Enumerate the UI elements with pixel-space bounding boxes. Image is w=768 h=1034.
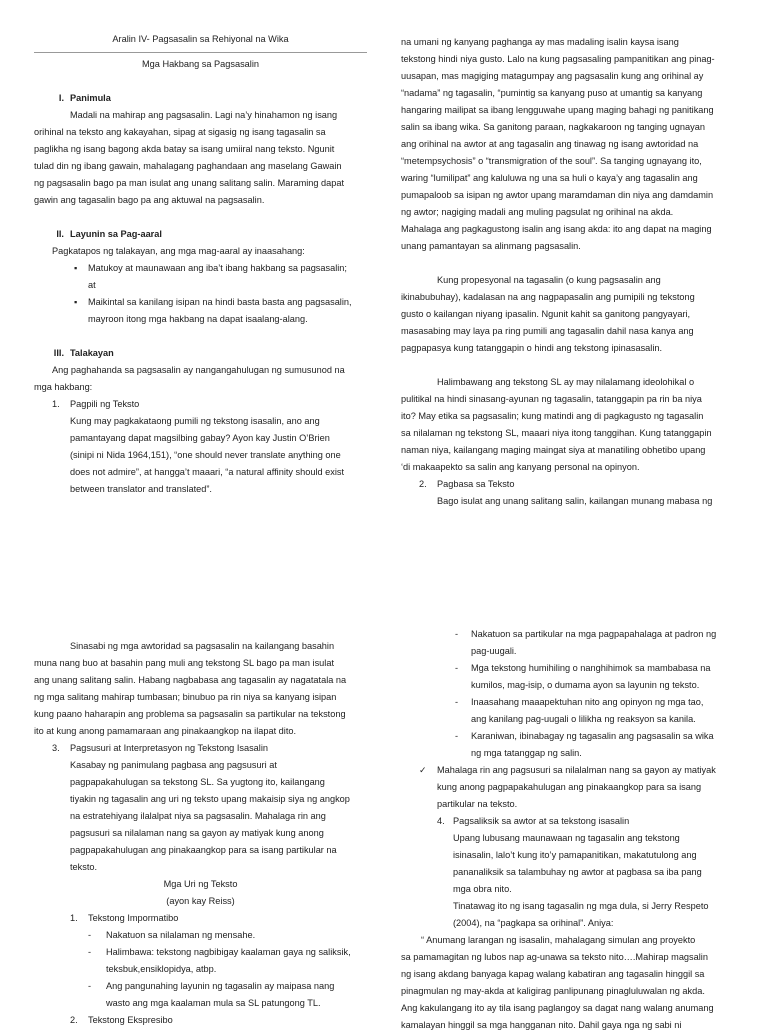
quote-line: kamalayan hinggil sa mga hangganan nito. Dahil gaya nga ng sabi ni <box>401 1020 682 1030</box>
paragraph-line: ‘di makaapekto sa salin ang kanyang personal na opinyon. <box>401 462 640 472</box>
bullet-icon: ▪ <box>74 263 78 273</box>
paragraph-line: Mahalaga ang pagkagustong isalin ang isang akda: ito ang dapat na maging <box>401 224 712 234</box>
paragraph-line: masasabing may laya pa ring pumili ang tagasalin dahil nasa kanya ang <box>401 326 694 336</box>
paragraph-line: “metempsychosis” o “transmigration of the soul”. Sa tanging ugnayang ito, <box>401 156 702 166</box>
numbered-item-heading: 4. Pagsaliksik sa awtor at sa tekstong isasalin <box>437 816 630 826</box>
dash-item: - Mga tekstong humihiling o nanghihimok sa mambabasa na <box>455 663 711 673</box>
dash-item: - Inaasahang maaapektuhan nito ang opinyon ng mga tao, <box>455 697 704 707</box>
item-line: teksto. <box>70 862 98 872</box>
numbered-item-heading: 1. Pagpili ng Teksto <box>52 399 140 409</box>
paragraph-line: ito? May etika sa pagsasalin; kung matindi ang di pagkagusto ng tagasalin <box>401 411 704 421</box>
paragraph-line: mga hakbang: <box>34 382 93 392</box>
section-heading-panimula: I. Panimula <box>58 93 111 103</box>
paragraph-line: unang pamantayan sa alinmang pagsasalin. <box>401 241 581 251</box>
document-page-2 <box>0 516 768 1030</box>
dash-item: - Karaniwan, ibinabagay ng tagasalin ang pagsasalin sa wika <box>455 731 714 741</box>
paragraph-line: pagpapasya kung tatanggapin o hindi ang tekstong ipinasasalin. <box>401 343 663 353</box>
paragraph-line: Pagkatapos ng talakayan, ang mga mag-aaral ay inaasahang: <box>52 246 305 256</box>
item-line: Kung may pagkakataong pumili ng tekstong isasalin, ano ang <box>70 416 320 426</box>
item-line: Tinatawag ito ng isang tagasalin ng mga dula, si Jerry Respeto <box>453 901 709 911</box>
numbered-item-heading: 1. Tekstong Impormatibo <box>70 913 179 923</box>
quote-line: ng isang akdang banyaga kapag walang kabatiran ang tagasalin hinggil sa <box>401 969 705 979</box>
paragraph-line: naman niya, kailangang maging maingat siya at manatiling obhetibo upang <box>401 445 706 455</box>
item-line: tiyakin ng tagasalin ang uri ng teksto upang makaisip siya ng angkop <box>70 794 350 804</box>
paragraph-line: tulad din ng ibang gawain, mahalagang paghandaan ang maselang Gawain <box>34 161 342 171</box>
dash-item: - Ang pangunahing layunin ng tagasalin ay maipasa nang <box>88 981 335 991</box>
item-line: partikular na teksto. <box>437 799 518 809</box>
paragraph-line: orihinal na teksto ang kakayahan, sipag at sigasig ng isang tagasalin sa <box>34 127 326 137</box>
dash-item-line: ang kanilang pag-uugali o lilikha ng reaksyon sa kanila. <box>471 714 696 724</box>
paragraph-line: pulitikal na hindi sinasang-ayunan ng tagasalin, tatanggapin pa rin ba niya <box>401 394 702 404</box>
bullet-icon: ▪ <box>74 297 78 307</box>
lesson-subtitle: Mga Hakbang sa Pagsasalin <box>142 59 259 69</box>
paragraph-line: ng awtor; nagiging madali ang muling pagsulat ng orihinal na akda. <box>401 207 674 217</box>
paragraph-line: ito at kung anong pamamaraan ang pinakaangkop na ilapat dito. <box>34 726 297 736</box>
quote-line: “ Anumang larangan ng isasalin, mahalagang simulan ang proyekto <box>421 935 696 945</box>
paragraph-line: “nadama” ng tagasalin, “pumintig sa kanyang puso at umantig sa kanyang <box>401 88 703 98</box>
types-subtitle: (ayon kay Reiss) <box>166 896 235 906</box>
item-line: kung anong pagpapakahulugan ang pinakaangkop para sa isang <box>437 782 702 792</box>
numbered-item-heading: 2. Tekstong Ekspresibo <box>70 1015 173 1025</box>
paragraph-line: Ang paghahanda sa pagsasalin ay nangangahulugan ng sumusunod na <box>52 365 345 375</box>
bullet-item: ▪ Maikintal sa kanilang isipan na hindi basta basta ang pagsasalin, <box>34 294 367 311</box>
paragraph-line: pumapaloob sa isipan ng awtor upang maramdaman din niya ang damdamin <box>401 190 714 200</box>
item-line: between translator and translated”. <box>70 484 212 494</box>
item-line: na estratehiyang ilalalpat niya sa pagsasalin. Mahalaga rin ang <box>70 811 326 821</box>
paragraph-line: ikinabubuhay), kadalasan na ang nagpapasalin ang pumipili ng tekstong <box>401 292 695 302</box>
checkmark-icon: ✓ <box>419 765 427 775</box>
paragraph-line: sa nilalaman ng tekstong SL, maaari niya itong tanggihan. Kung tatanggapin <box>401 428 712 438</box>
paragraph-line: waring “lumilipat” ang kaluluwa ng una sa huli o kaya’y ang tagasalin ang <box>401 173 698 183</box>
bullet-line: mayroon itong mga hakbang na dapat isaalang-alang. <box>88 314 308 324</box>
bullet-item: ▪ Matukoy at maunawaan ang iba’t ibang hakbang sa pagsasalin; <box>34 260 367 277</box>
paragraph-line: ang orihinal na awtor at ang tagasalin ang tinawag ng isang awtoridad na <box>401 139 699 149</box>
paragraph-line: hangaring mailipat sa ibang lengguwahe upang maging bahagi ng panitikang <box>401 105 714 115</box>
paragraph-line: ng mga salitang mahirap tumbasan; binubuo pa rin niya sa kanyang isipan <box>34 692 337 702</box>
paragraph-line: Halimbawang ang tekstong SL ay may nilalamang ideolohikal o <box>437 377 695 387</box>
paragraph-line: uusapan, mas magiging matagumpay ang pagsasalin kung ang orihinal ay <box>401 71 704 81</box>
types-title: Mga Uri ng Teksto <box>163 879 238 889</box>
numbered-item-heading: 2. Pagbasa sa Teksto <box>419 479 515 489</box>
paragraph-line: gusto o kailangan niyang ipasalin. Ngunit kahit sa ganitong pangyayari, <box>401 309 691 319</box>
section-heading-layunin: II. Layunin sa Pag-aaral <box>56 229 162 239</box>
paragraph-line: salin sa ibang wika. Sa ganitong paraan, nagkakaroon ng tanging ugnayan <box>401 122 705 132</box>
item-line: Kasabay ng panimulang pagbasa ang pagsusuri at <box>70 760 277 770</box>
item-line: pamantayang dapat magsilbing gabay? Ayon kay Justin O’Brien <box>70 433 330 443</box>
dash-item-line: wasto ang mga kaalaman mula sa SL patungong TL. <box>106 998 321 1008</box>
right-column <box>401 34 734 561</box>
right-column <box>401 626 734 1034</box>
paragraph-line: Madali na mahirap ang pagsasalin. Lagi na’y hinahamon ng isang <box>70 110 338 120</box>
paragraph-line: gawin ang tagasalin bago pa ang aktuwal na pagsasalin. <box>34 195 265 205</box>
title-divider <box>34 52 367 53</box>
dash-item: - Halimbawa: tekstong nagbibigay kaalaman gaya ng saliksik, <box>88 947 351 957</box>
paragraph-line: kung paano haharapin ang problema sa pagsasalin sa partikular na tekstong <box>34 709 346 719</box>
item-line: (sinipi ni Nida 1964,151), “one should never translate anything one <box>70 450 341 460</box>
paragraph-line: na umani ng kanyang paghanga ay mas madaling isalin kaysa isang <box>401 37 679 47</box>
item-line: pagsusuri sa nilalaman nang sa gayon ay matiyak kung anong <box>70 828 324 838</box>
dash-item-line: pag-uugali. <box>471 646 517 656</box>
paragraph-line: muna nang buo at basahin pang muli ang tekstong SL bago pa man isulat <box>34 658 334 668</box>
quote-line: pinagmulan ng may-akda at kaligirag panlipunang pinagluluwalan ng akda. <box>401 986 705 996</box>
dash-item-line: teksbuk,ensiklopidya, atbp. <box>106 964 217 974</box>
item-line: does not admire”, at hangga’t maaari, “a natural affinity should exist <box>70 467 345 477</box>
item-line: (2004), na “pagkapa sa orihinal”. Aniya: <box>453 918 614 928</box>
paragraph-line: ang unang salitang salin. Habang nagbabasa ang tagasalin ay nagatatala na <box>34 675 347 685</box>
section-heading-talakayan: III. Talakayan <box>53 348 114 358</box>
item-line: Bago isulat ang unang salitang salin, kailangan munang mabasa ng <box>437 496 713 506</box>
item-line: isinasalin, lalo’t kung ito’y pamapanitikan, makatutulong ang <box>453 850 697 860</box>
left-column <box>34 638 367 1029</box>
item-line: pagpapakahulugan ang pinakaangkop para sa isang partikular na <box>70 845 337 855</box>
dash-item: - Nakatuon sa nilalaman ng mensahe. <box>88 930 256 940</box>
numbered-item-heading: 3. Pagsusuri at Interpretasyon ng Tekstong Isasalin <box>52 743 268 753</box>
paragraph-line: ng pagsasalin bago pa man isulat ang unang salitang salin. Maraming dapat <box>34 178 345 188</box>
item-line: Upang lubusang maunawaan ng tagasalin ang tekstong <box>453 833 680 843</box>
document-page-1 <box>0 0 768 508</box>
paragraph-line: tekstong hindi niya gusto. Lalo na kung pagsasaling pampanitikan ang pinag- <box>401 54 715 64</box>
page-separator <box>0 508 768 516</box>
dash-item-line: ng mga tatanggap ng salin. <box>471 748 582 758</box>
paragraph-line: Sinasabi ng mga awtoridad sa pagsasalin na kailangang basahin <box>70 641 335 651</box>
item-line: pananaliksik sa talambuhay ng awtor at pagbasa sa iba pang <box>453 867 702 877</box>
lesson-title: Aralin IV- Pagsasalin sa Rehiyonal na Wika <box>112 34 289 44</box>
item-line: mga obra nito. <box>453 884 512 894</box>
paragraph-line: Kung propesyonal na tagasalin (o kung pagsasalin ang <box>437 275 661 285</box>
paragraph-line: paglikha ng isang bagong akda batay sa isang umiiral nang teksto. Ngunit <box>34 144 335 154</box>
item-line: pagpapakahulugan sa tekstong SL. Sa yugtong ito, kailangang <box>70 777 325 787</box>
quote-line: sa pamamagitan ng lubos nap ag-unawa sa teksto nito….Mahirap magsalin <box>401 952 708 962</box>
checkmark-item: ✓ Mahalaga rin ang pagsusuri sa nilalalman nang sa gayon ay matiyak <box>401 762 734 779</box>
left-column <box>34 31 367 566</box>
bullet-line: at <box>88 280 96 290</box>
quote-line: Ang kakulangang ito ay tila isang paglangoy sa dagat nang walang anumang <box>401 1003 714 1013</box>
dash-item-line: kumilos, mag-isip, o dumama ayon sa layunin ng teksto. <box>471 680 700 690</box>
dash-item: - Nakatuon sa partikular na mga pagpapahalaga at padron ng <box>455 629 717 639</box>
